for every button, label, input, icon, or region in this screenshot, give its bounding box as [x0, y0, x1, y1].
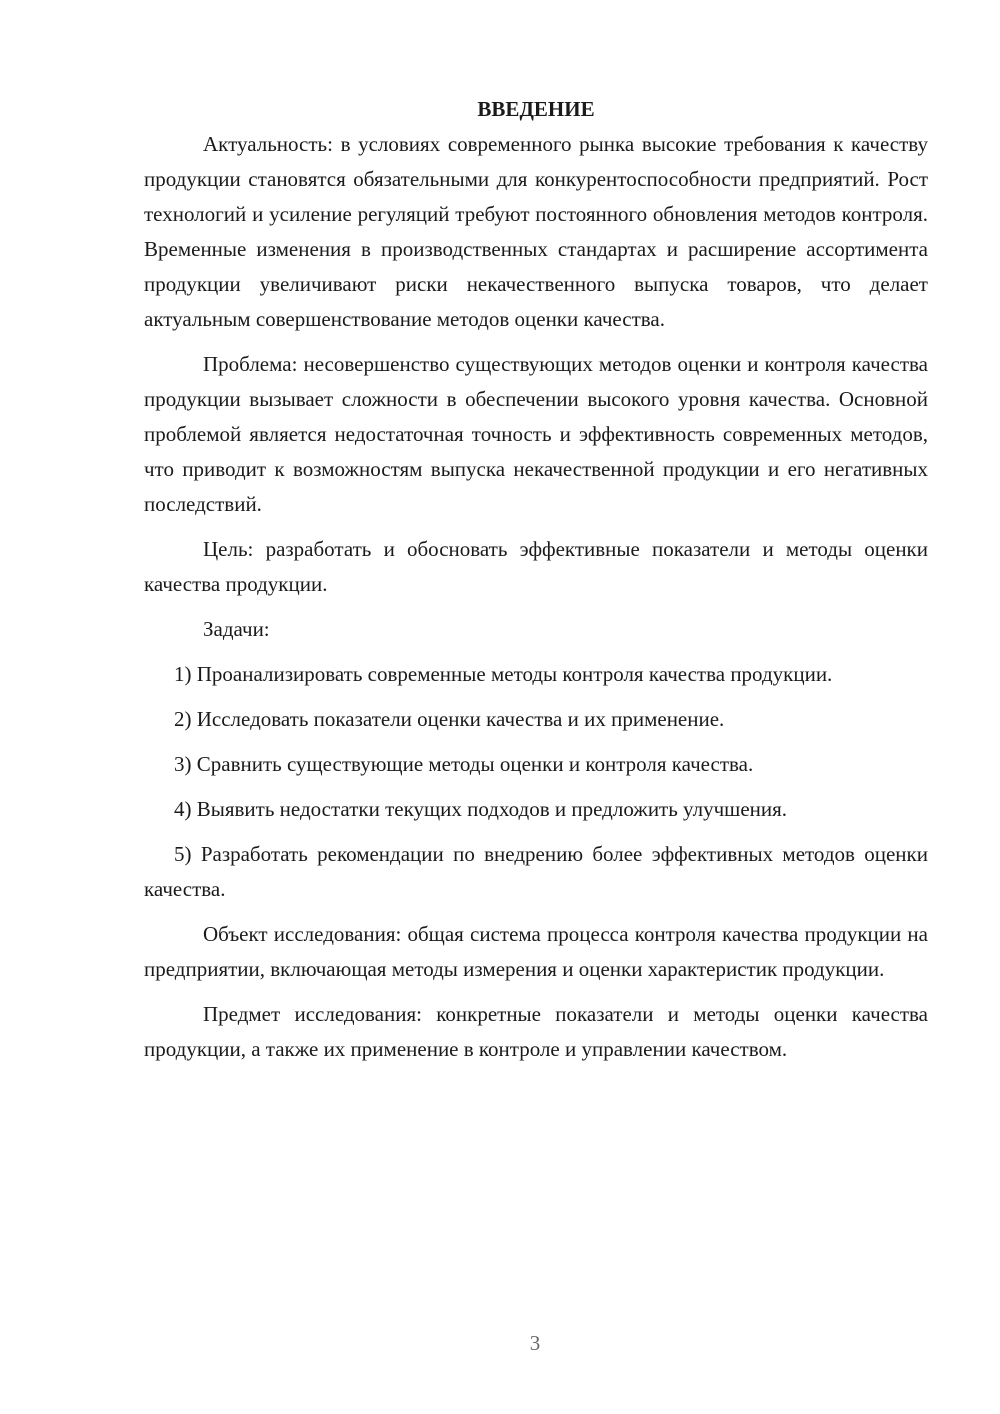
task-item-1: 1) Проанализировать современные методы контроля качества продукции. [174, 662, 833, 686]
tasks-label: Задачи: [203, 617, 270, 641]
task-item-3: 3) Сравнить существующие методы оценки и контроля качества. [174, 752, 754, 776]
paragraph-relevance: Актуальность: в условиях современного рынка высокие требования к качеству продукции становятся обязательными для конкурентоспособности предприятий. Рост технологий и усиление регуляций требуют постоянного обновления методов контроля. Временные изменения в производственных стандартах и расширение ассортимента продукции увеличивают риски некачественного выпуска товаров, что делает актуальным совершенствование методов оценки качества. [144, 132, 928, 331]
paragraph-goal: Цель: разработать и обосновать эффективные показатели и методы оценки качества продукции. [144, 537, 928, 596]
document-title: ВВЕДЕНИЕ [477, 97, 595, 121]
tasks-list [144, 657, 928, 907]
task-item-2: 2) Исследовать показатели оценки качества и их применение. [174, 707, 725, 731]
document-page [144, 92, 928, 1077]
paragraph-subject: Предмет исследования: конкретные показатели и методы оценки качества продукции, а также их применение в контроле и управлении качеством. [144, 1002, 928, 1061]
task-item-5: 5) Разработать рекомендации по внедрению более эффективных методов оценки качества. [144, 842, 928, 901]
page-number: 3 [529, 1331, 541, 1355]
paragraph-problem: Проблема: несовершенство существующих методов оценки и контроля качества продукции вызывает сложности в обеспечении высокого уровня качества. Основной проблемой является недостаточная точность и эффективность современных методов, что приводит к возможностям выпуска некачественной продукции и его негативных последствий. [144, 352, 928, 516]
task-item-4: 4) Выявить недостатки текущих подходов и предложить улучшения. [174, 797, 788, 821]
paragraph-object: Объект исследования: общая система процесса контроля качества продукции на предприятии, включающая методы измерения и оценки характеристик продукции. [144, 922, 928, 981]
